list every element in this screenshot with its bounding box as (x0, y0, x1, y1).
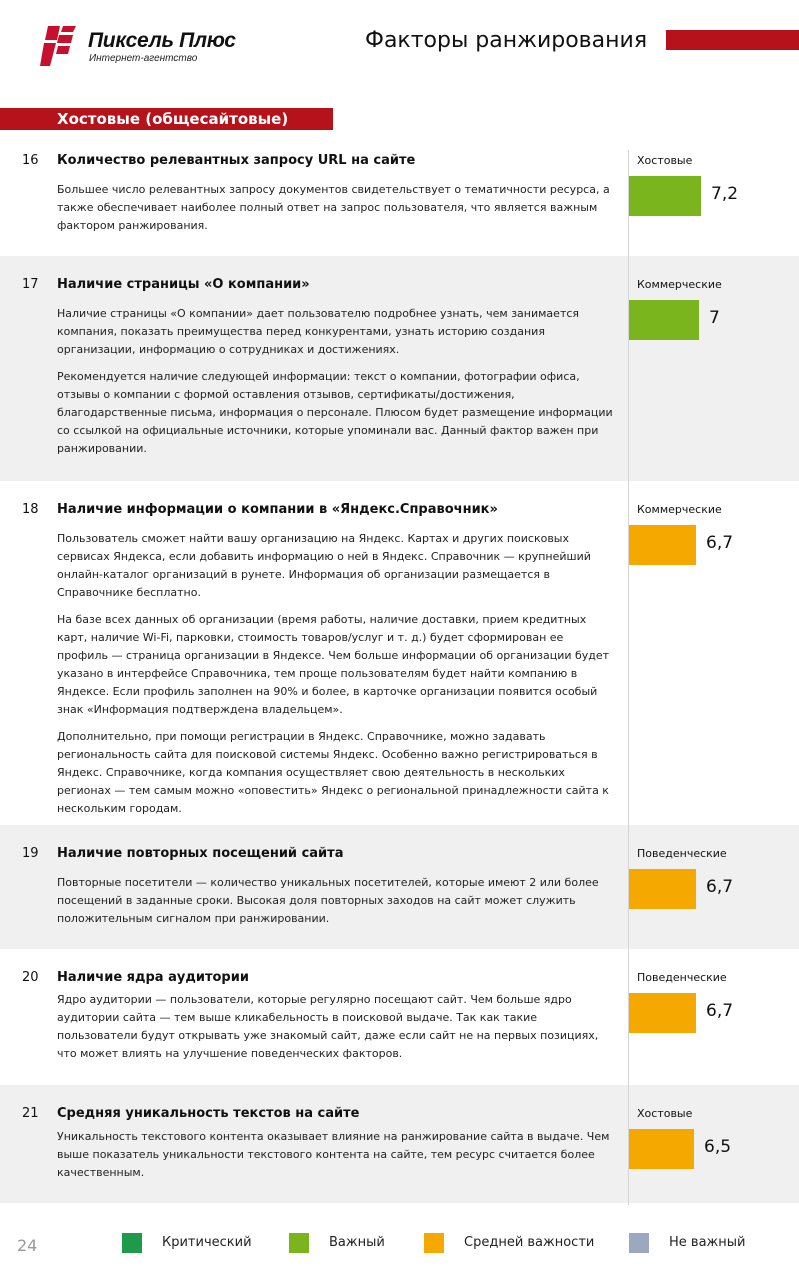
factor-score-bar (629, 869, 696, 909)
legend-label: Важный (329, 1235, 385, 1250)
factor-score-value: 6,5 (704, 1137, 732, 1157)
factor-score-value: 6,7 (706, 877, 734, 897)
factor-paragraph: Пользователь сможет найти вашу организацию на Яндекс. Картах и других поисковых сервисах Яндекса, если добавить информацию о ней в Яндекс. Справочник — крупнейший онлайн-каталог организаций в рунете. Информация об организации размещается в Справочнике бесплатно. (57, 532, 591, 599)
factor-title: Наличие повторных посещений сайта (57, 846, 344, 861)
factor-paragraph: Дополнительно, при помощи регистрации в Яндекс. Справочнике, можно задавать региональность сайта для поисковой системы Яндекс. Особенно важно регистрироваться в Яндекс. Справочнике, когда компания осуществляет свою деятельность в нескольких регионах — тем самым можно «оповестить» Яндекс о региональной принадлежности сайта к нескольким городам. (57, 730, 609, 815)
page-title: Факторы ранжирования (365, 28, 648, 53)
factor-number: 20 (22, 970, 39, 985)
factor-title: Наличие информации о компании в «Яндекс.Справочник» (57, 502, 498, 517)
logo-subtitle: Интернет-агентство (89, 53, 198, 64)
factor-row (0, 481, 799, 825)
factor-paragraph: Рекомендуется наличие следующей информации: текст о компании, фотографии офиса, отзывы о компании с формой оставления отзывов, сертификаты/достижения, благодарственные письма, информация о персонале. Плюсом будет размещение информации со ссылкой на официальные источники, которые упоминали вас. Данный фактор важен при ранжировании. (57, 370, 613, 455)
column-divider (628, 150, 629, 1205)
logo-name: Пиксель Плюс (88, 29, 236, 52)
factor-paragraph: Большее число релевантных запросу документов свидетельствует о тематичности ресурса, а также обеспечивает наиболее полный ответ на запрос пользователя, что является важным фактором ранжирования. (57, 183, 610, 232)
factor-row (0, 1085, 799, 1203)
legend-label: Не важный (669, 1235, 746, 1250)
factor-title: Средняя уникальность текстов на сайте (57, 1106, 360, 1121)
factor-number: 18 (22, 502, 39, 517)
legend-swatch (629, 1233, 649, 1253)
legend-swatch (289, 1233, 309, 1253)
pixel-plus-logo-icon (40, 26, 76, 66)
title-accent-bar (666, 30, 799, 50)
factor-score-value: 7 (709, 308, 720, 328)
factor-category: Поведенческие (637, 971, 727, 984)
factor-number: 17 (22, 277, 39, 292)
factor-paragraph: Уникальность текстового контента оказывает влияние на ранжирование сайта в выдаче. Чем выше показатель уникальности текстового контента на сайте, тем ресурс считается более качественным. (57, 1130, 610, 1179)
factor-title: Количество релевантных запросу URL на сайте (57, 153, 416, 168)
factor-score-value: 6,7 (706, 533, 734, 553)
section-banner: Хостовые (общесайтовые) (0, 108, 333, 130)
factor-description (57, 305, 617, 467)
factor-score-bar (629, 300, 699, 340)
factor-description (57, 530, 617, 827)
legend-label: Средней важности (464, 1235, 595, 1250)
factor-category: Коммерческие (637, 503, 722, 516)
factor-description (57, 181, 617, 244)
factor-description (57, 991, 617, 1072)
factor-number: 19 (22, 846, 39, 861)
factor-score-value: 6,7 (706, 1001, 734, 1021)
page-number: 24 (17, 1236, 38, 1255)
factor-number: 16 (22, 153, 39, 168)
factor-category: Хостовые (637, 154, 693, 167)
factor-category: Коммерческие (637, 278, 722, 291)
factor-number: 21 (22, 1106, 39, 1121)
factor-description (57, 1128, 617, 1191)
factor-row (0, 825, 799, 949)
factor-title: Наличие страницы «О компании» (57, 277, 310, 292)
factor-paragraph: На базе всех данных об организации (время работы, наличие доставки, прием кредитных карт, наличие Wi-Fi, парковки, стоимость товаров/услуг и т. д.) будет сформирован ее профиль — страница организации в Яндексе. Чем больше информации об организации будет указано в интерфейсе Справочника, тем проще пользователям будет найти компанию в Яндексе. Если профиль заполнен на 90% и более, в карточке организации появится особый знак «Информация подтверждена владельцем». (57, 613, 610, 716)
factor-paragraph: Повторные посетители — количество уникальных посетителей, которые имеют 2 или более посещений в заданные сроки. Высокая доля повторных заходов на сайт может служить положительным сигналом при ранжировании. (57, 876, 599, 925)
factor-row (0, 140, 799, 256)
factor-score-bar (629, 525, 696, 565)
legend-swatch (424, 1233, 444, 1253)
factor-category: Хостовые (637, 1107, 693, 1120)
legend-swatch (122, 1233, 142, 1253)
legend-label: Критический (162, 1235, 252, 1250)
factor-description (57, 874, 617, 937)
factor-row (0, 256, 799, 481)
factor-row (0, 949, 799, 1085)
factor-score-bar (629, 1129, 694, 1169)
factor-category: Поведенческие (637, 847, 727, 860)
factor-paragraph: Ядро аудитории — пользователи, которые регулярно посещают сайт. Чем больше ядро аудитории сайта — тем выше кликабельность в поисковой выдаче. Так как такие пользователи будут открывать уже знакомый сайт, даже если сайт не на первых позициях, что может влиять на улучшение поведенческих факторов. (57, 993, 599, 1060)
factor-score-bar (629, 993, 696, 1033)
factor-title: Наличие ядра аудитории (57, 970, 249, 985)
factor-score-value: 7,2 (711, 184, 739, 204)
factor-score-bar (629, 176, 701, 216)
factor-paragraph: Наличие страницы «О компании» дает пользователю подробнее узнать, чем занимается компания, показать преимущества перед конкурентами, узнать историю создания организации, информацию о сотрудниках и достижениях. (57, 307, 580, 356)
